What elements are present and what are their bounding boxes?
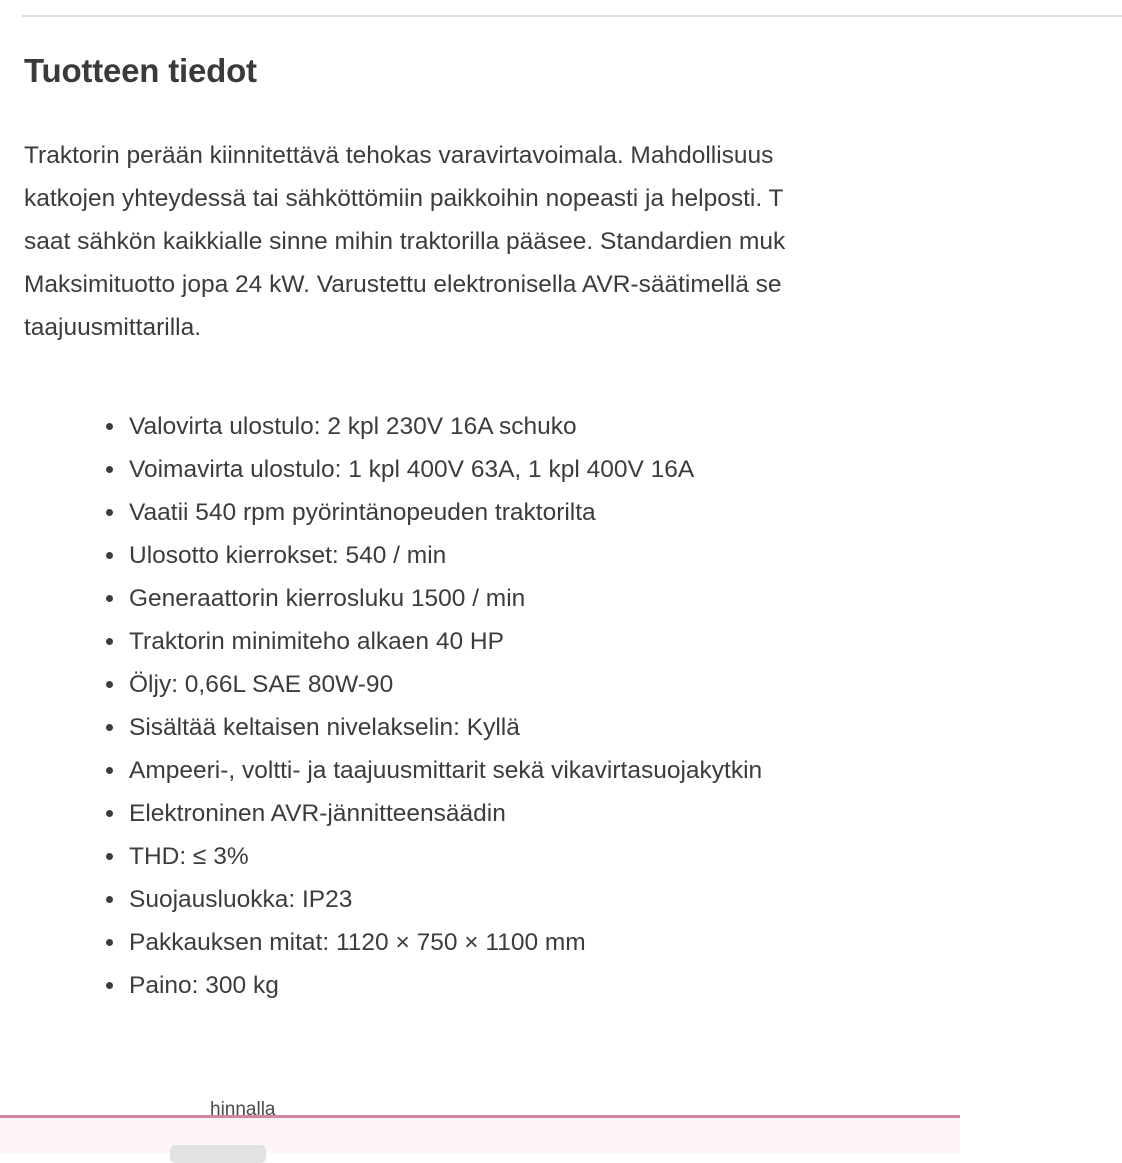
list-item bbox=[24, 878, 1076, 921]
list-item-label: Elektroninen AVR-jännitteensäädin bbox=[129, 799, 506, 827]
bullet-icon bbox=[106, 681, 113, 688]
bullet-icon bbox=[106, 595, 113, 602]
list-item bbox=[24, 577, 1076, 620]
description-line: Maksimituotto jopa 24 kW. Varustettu elektronisella AVR-säätimellä se bbox=[24, 270, 782, 298]
list-item-label: THD: ≤ 3% bbox=[129, 842, 249, 870]
list-item-label: Generaattorin kierrosluku 1500 / min bbox=[129, 584, 526, 612]
list-item bbox=[24, 835, 1076, 878]
bullet-icon bbox=[106, 767, 113, 774]
list-item-label: Suojausluokka: IP23 bbox=[129, 885, 353, 913]
list-item-label: Valovirta ulostulo: 2 kpl 230V 16A schuko bbox=[129, 412, 577, 440]
bullet-icon bbox=[106, 853, 113, 860]
description-line: saat sähkön kaikkialle sinne mihin traktorilla pääsee. Standardien muk bbox=[24, 227, 786, 255]
list-item bbox=[24, 706, 1076, 749]
list-item-label: Pakkauksen mitat: 1120 × 750 × 1100 mm bbox=[129, 928, 586, 956]
specification-list bbox=[24, 349, 1076, 1007]
description-line: katkojen yhteydessä tai sähköttömiin paikkoihin nopeasti ja helposti. T bbox=[24, 184, 784, 212]
list-item-label: Traktorin minimiteho alkaen 40 HP bbox=[129, 627, 504, 655]
list-item bbox=[24, 620, 1076, 663]
list-item-label: Öljy: 0,66L SAE 80W-90 bbox=[129, 670, 394, 698]
description-line: taajuusmittarilla. bbox=[24, 313, 202, 341]
bullet-icon bbox=[106, 552, 113, 559]
list-item-label: Voimavirta ulostulo: 1 kpl 400V 63A, 1 kpl 400V 16A bbox=[129, 455, 695, 483]
bullet-icon bbox=[106, 982, 113, 989]
bullet-icon bbox=[106, 896, 113, 903]
list-item bbox=[24, 663, 1076, 706]
bullet-icon bbox=[106, 810, 113, 817]
bullet-icon bbox=[106, 638, 113, 645]
bullet-icon bbox=[106, 509, 113, 516]
list-item bbox=[24, 491, 1076, 534]
bullet-icon bbox=[106, 724, 113, 731]
list-item-label: Vaatii 540 rpm pyörintänopeuden traktorilta bbox=[129, 498, 596, 526]
bullet-icon bbox=[106, 423, 113, 430]
promo-banner[interactable] bbox=[0, 1099, 960, 1153]
list-item bbox=[24, 792, 1076, 835]
list-item-label: Sisältää keltaisen nivelakselin: Kyllä bbox=[129, 713, 520, 741]
promo-banner-text: hinnalla bbox=[210, 1099, 276, 1120]
description-line: Traktorin perään kiinnitettävä tehokas varavirtavoimala. Mahdollisuus bbox=[24, 141, 774, 169]
promo-banner-button[interactable] bbox=[170, 1145, 266, 1163]
product-description bbox=[24, 90, 1076, 349]
list-item bbox=[24, 921, 1076, 964]
list-item-label: Ulosotto kierrokset: 540 / min bbox=[129, 541, 447, 569]
list-item bbox=[24, 964, 1076, 1007]
bullet-icon bbox=[106, 939, 113, 946]
list-item bbox=[24, 534, 1076, 577]
list-item-label: Ampeeri-, voltti- ja taajuusmittarit sekä vikavirtasuojakytkin bbox=[129, 756, 763, 784]
list-item bbox=[24, 405, 1076, 448]
list-item bbox=[24, 448, 1076, 491]
list-item-label: Paino: 300 kg bbox=[129, 971, 279, 999]
bullet-icon bbox=[106, 466, 113, 473]
list-item bbox=[24, 749, 1076, 792]
page-title: Tuotteen tiedot bbox=[24, 52, 257, 89]
